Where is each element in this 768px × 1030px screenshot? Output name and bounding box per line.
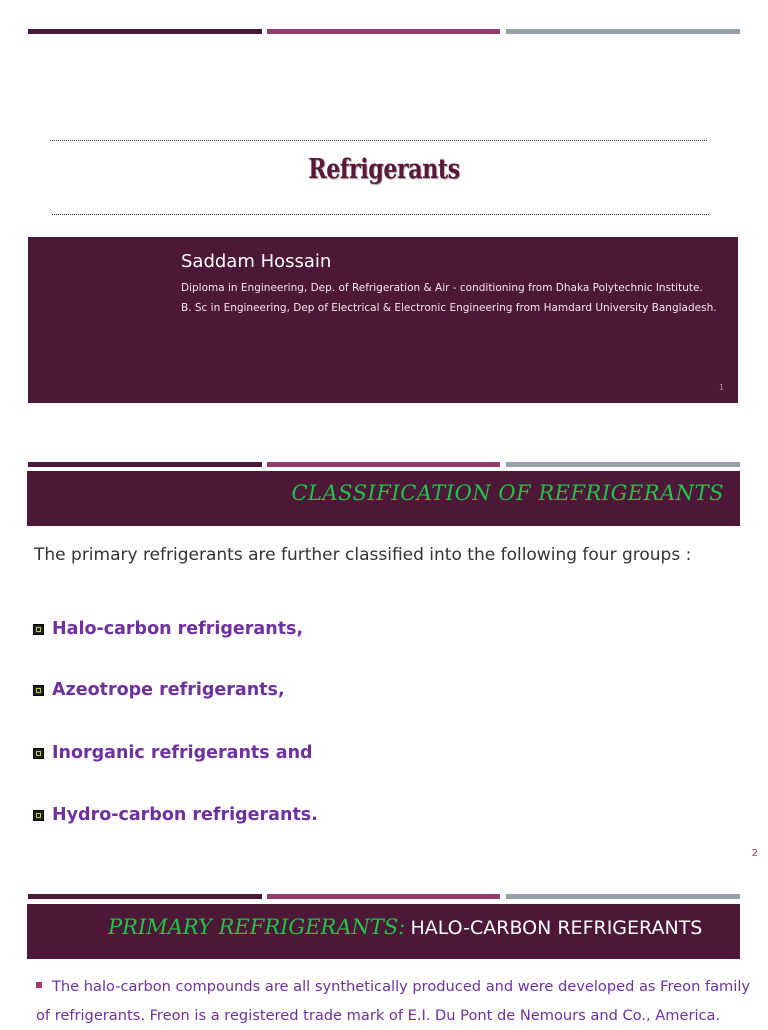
accent-bar-gray [506,462,740,467]
square-bullet-icon [33,624,44,635]
list-item [33,680,285,700]
heading-white-part: HALO-CARBON REFRIGERANTS [410,917,703,939]
list-item [33,619,303,639]
section-heading: CLASSIFICATION OF REFRIGERANTS [291,481,724,505]
square-bullet-icon [33,685,44,696]
list-item-label: Hydro-carbon refrigerants. [52,805,318,825]
square-bullet-icon [33,810,44,821]
list-item-label: Azeotrope refrigerants, [52,680,285,700]
square-marker-icon [36,982,42,988]
title-divider-bottom [52,214,709,215]
list-item [33,805,318,825]
author-name: Saddam Hossain [181,251,332,272]
accent-bar-plum [267,894,500,899]
title-divider-top [50,140,707,141]
list-item-label: Halo-carbon refrigerants, [52,619,304,639]
section-heading [108,915,702,939]
list-item [33,743,313,763]
slide-number: 2 [751,848,758,859]
credential-line: B. Sc in Engineering, Dep of Electrical & Electronic Engineering from Hamdard University Bangladesh. [181,302,717,314]
intro-text: The primary refrigerants are further classified into the following four groups : [34,545,692,565]
accent-bar-gray [506,29,740,34]
accent-bar-plum [267,462,500,467]
slide-title: Refrigerants [308,154,460,185]
accent-bar-dark [28,894,262,899]
square-bullet-icon [33,748,44,759]
accent-bar-gray [506,894,740,899]
credential-line: Diploma in Engineering, Dep. of Refrigeration & Air - conditioning from Dhaka Polytechnic Institute. [181,282,703,294]
accent-bar-plum [267,29,500,34]
slide-number: 1 [719,383,725,392]
accent-bar-dark [28,29,262,34]
list-item-label: Inorganic refrigerants and [52,743,313,763]
paragraph [36,972,751,1030]
paragraph-text: The halo-carbon compounds are all synthetically produced and were developed as Freon family of refrigerants. Freon is a registered trade mark of E.I. Du Pont de Nemours and Co., America. [36,978,751,1024]
accent-bar-dark [28,462,262,467]
author-panel [28,237,738,403]
heading-green-part: PRIMARY REFRIGERANTS: [108,915,406,939]
